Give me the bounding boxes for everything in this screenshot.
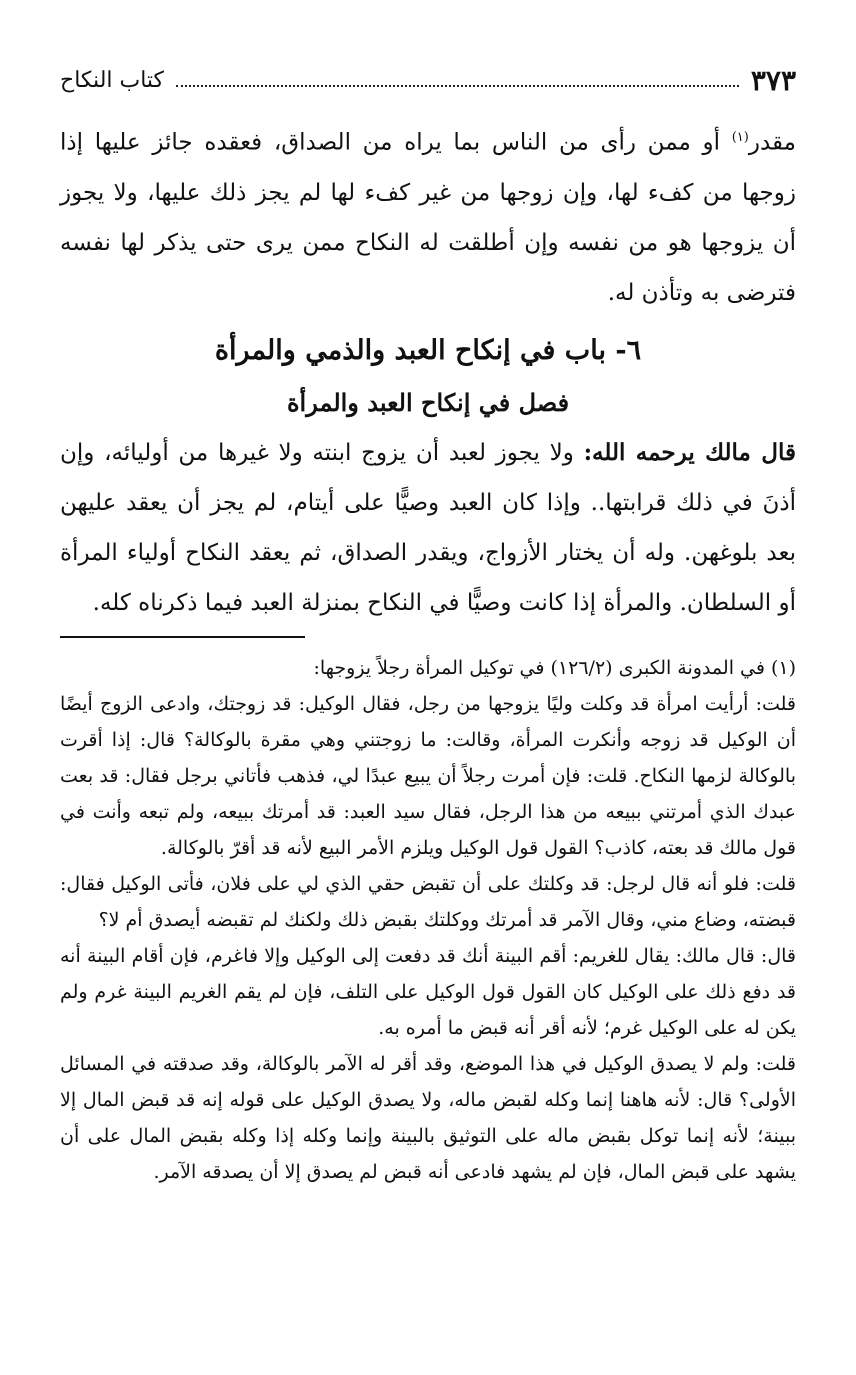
body-text: ولا يجوز لعبد أن يزوج ابنته ولا غيرها من أوليائه، وإن أذنَ في ذلك قرابتها.. وإذا كان العبد وصيًّا على أيتام، لم يجز أن يعقد عليهن بعد بلوغهن. وله أن يختار الأزواج، ويقدر الصداق، ثم يعقد النكاح أولياء المرأة أو السلطان. والمرأة إذا كانت وصيًّا في النكاح بمنزلة العبد فيما ذكرناه كله. xyxy=(60,439,796,616)
intro-text-start: مقدر xyxy=(748,129,796,156)
page-number: ٣٧٣ xyxy=(750,63,796,97)
footnote-intro-text: في المدونة الكبرى (١٢٦/٢) في توكيل المرأة رجلاً يزوجها: xyxy=(313,657,765,679)
footnote-number: (١) xyxy=(770,657,796,679)
footnote-separator xyxy=(60,636,305,638)
running-title: كتاب النكاح xyxy=(60,67,165,93)
section-heading: فصل في إنكاح العبد والمرأة xyxy=(286,387,570,417)
footnote-intro xyxy=(60,650,796,686)
footnotes xyxy=(60,650,796,1190)
header-dot-leader xyxy=(176,85,739,87)
running-header xyxy=(60,60,796,100)
footnote-paragraph: قلت: أرأيت امرأة قد وكلت وليًا يزوجها من رجل، فقال الوكيل: قد زوجتك، وادعى الزوج أيضًا أن الوكيل قد زوجه وأنكرت المرأة، وقالت: ما زوجتني وهي مقرة بالوكالة؟ قال: إذا أقرت بالوكالة لزمها النكاح. قلت: فإن أمرت رجلاً أن يبيع عبدًا لي، فذهب فأتاني برجل فقال: قد بعت عبدك الذي أمرتني ببيعه من هذا الرجل، فقال سيد العبد: قد أمرتك ببيعه، ولم تبعه وأنت في قول مالك قد بعته، كاذب؟ القول قول الوكيل ويلزم الأمر البيع لأنه قد أقرّ بالوكالة. xyxy=(60,693,796,859)
footnote-marker: (١) xyxy=(731,130,749,145)
body-paragraph xyxy=(60,428,796,628)
main-text xyxy=(60,113,796,628)
footnote-paragraph: قال: قال مالك: يقال للغريم: أقم البينة أنك قد دفعت إلى الوكيل وإلا فاغرم، فإن أقام البينة أنه قد دفع ذلك على الوكيل كان القول قول الوكيل على التلف، فإن لم يقم الغريم البينة غرم ولم يكن له على الوكيل غرم؛ لأنه أقر أنه قبض ما أمره به. xyxy=(60,945,796,1039)
body-lead: قال مالك يرحمه الله: xyxy=(583,438,796,466)
intro-text-rest: أو ممن رأى من الناس بما يراه من الصداق، فعقده جائز عليها إذا زوجها من كفء لها، وإن زوجها من غير كفء لها لم يجز ذلك عليها، ولا يجوز أن يزوجها هو من نفسه وإن أطلقت له النكاح ممن يرى حتى يذكر لها نفسه فترضى به وتأذن له. xyxy=(60,129,796,306)
footnote-paragraph: قلت: فلو أنه قال لرجل: قد وكلتك على أن تقبض حقي الذي لي على فلان، فأتى الوكيل فقال: قبضته، وضاع مني، وقال الآمر قد أمرتك ووكلتك بقبض ذلك ولكنك لم تقبضه أيصدق أم لا؟ xyxy=(60,873,796,931)
intro-paragraph xyxy=(60,113,796,318)
chapter-heading: ٦- باب في إنكاح العبد والذمي والمرأة xyxy=(214,334,642,366)
footnote-paragraph: قلت: ولم لا يصدق الوكيل في هذا الموضع، وقد أقر له الآمر بالوكالة، وقد صدقته في المسائل الأولى؟ قال: لأنه هاهنا إنما وكله لقبض ماله، ولا يصدق الوكيل على قوله إنه قد قبض المال إلا ببينة؛ لأنه إنما توكل بقبض ماله على التوثيق بالبينة وإنما وكله إذا وكله بقبض المال على أن يشهد على قبض المال، فإن لم يشهد فادعى أنه قبض لم يصدق إلا أن يصدقه الآمر. xyxy=(60,1053,796,1183)
